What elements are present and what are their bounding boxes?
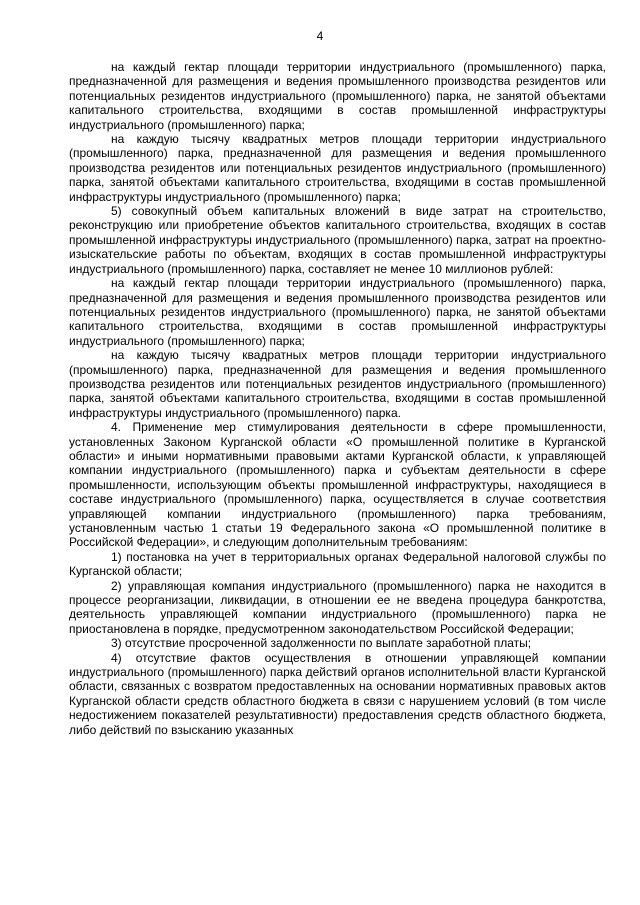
paragraph: на каждую тысячу квадратных метров площади территории индустриального (промышленного) парка, предназначенной для размещения и ведения промышленного производства резидентов или потенциальных резидентов индустриального (промышленного) парка, занятой объектами капитального строительства, входящими в состав промышленной инфраструктуры индустриального (промышленного) парка; xyxy=(69,132,606,204)
paragraph: 3) отсутствие просроченной задолженности по выплате заработной платы; xyxy=(111,636,532,651)
paragraph: 4. Применение мер стимулирования деятельности в сфере промышленности, установленных Законом Курганской области «О промышленной политике в Курганской области» и иными нормативными правовыми актами Курганской области, к управляющей компании индустриального (промышленного) парка и субъектам деятельности в сфере промышленности, использующим объекты промышленной инфраструктуры, находящиеся в составе индустриального (промышленного) парка, осуществляется в случае соответствия управляющей компании индустриального (промышленного) парка требованиям, установленным частью 1 статьи 19 Федерального закона «О промышленной политике в Российской Федерации», и следующим дополнительным требованиям: xyxy=(69,420,606,550)
paragraph: на каждую тысячу квадратных метров площади территории индустриального (промышленного) парка, предназначенной для размещения и ведения промышленного производства резидентов или потенциальных резидентов индустриального (промышленного) парка, занятой объектами капитального строительства, входящими в состав промышленной инфраструктуры индустриального (промышленного) парка. xyxy=(69,348,606,420)
page-number: 4 xyxy=(316,29,324,43)
paragraph: 4) отсутствие фактов осуществления в отношении управляющей компании индустриального (промышленного) парка действий органов исполнительной власти Курганской области, связанных с возвратом предоставленных на основании нормативных правовых актов Курганской области средств областного бюджета в связи с нарушением условий (в том числе недостижением показателей результативности) предоставления средств областного бюджета, либо действий по взысканию указанных xyxy=(69,650,606,737)
paragraph: 5) совокупный объем капитальных вложений в виде затрат на строительство, реконструкцию или приобретение объектов капитального строительства, входящих в состав промышленной инфраструктуры индустриального (промышленного) парка, затрат на проектно-изыскательские работы по объектам, входящих в состав промышленной инфраструктуры индустриального (промышленного) парка, составляет не менее 10 миллионов рублей: xyxy=(69,204,606,276)
paragraph: на каждый гектар площади территории индустриального (промышленного) парка, предназначенной для размещения и ведения промышленного производства резидентов или потенциальных резидентов индустриального (промышленного) парка, не занятой объектами капитального строительства, входящими в состав промышленной инфраструктуры индустриального (промышленного) парка; xyxy=(69,60,606,132)
paragraph: на каждый гектар площади территории индустриального (промышленного) парка, предназначенной для размещения и ведения промышленного производства резидентов или потенциальных резидентов индустриального (промышленного) парка, не занятой объектами капитального строительства, входящими в состав промышленной инфраструктуры индустриального (промышленного) парка; xyxy=(69,276,606,348)
paragraph: 1) постановка на учет в территориальных органах Федеральной налоговой службы по Курганской области; xyxy=(69,549,606,579)
paragraph: 2) управляющая компания индустриального (промышленного) парка не находится в процессе реорганизации, ликвидации, в отношении ее не введена процедура банкротства, деятельность управляющей компании индустриального (промышленного) парка не приостановлена в порядке, предусмотренном законодательством Российской Федерации; xyxy=(69,578,606,636)
document-body xyxy=(69,60,606,737)
